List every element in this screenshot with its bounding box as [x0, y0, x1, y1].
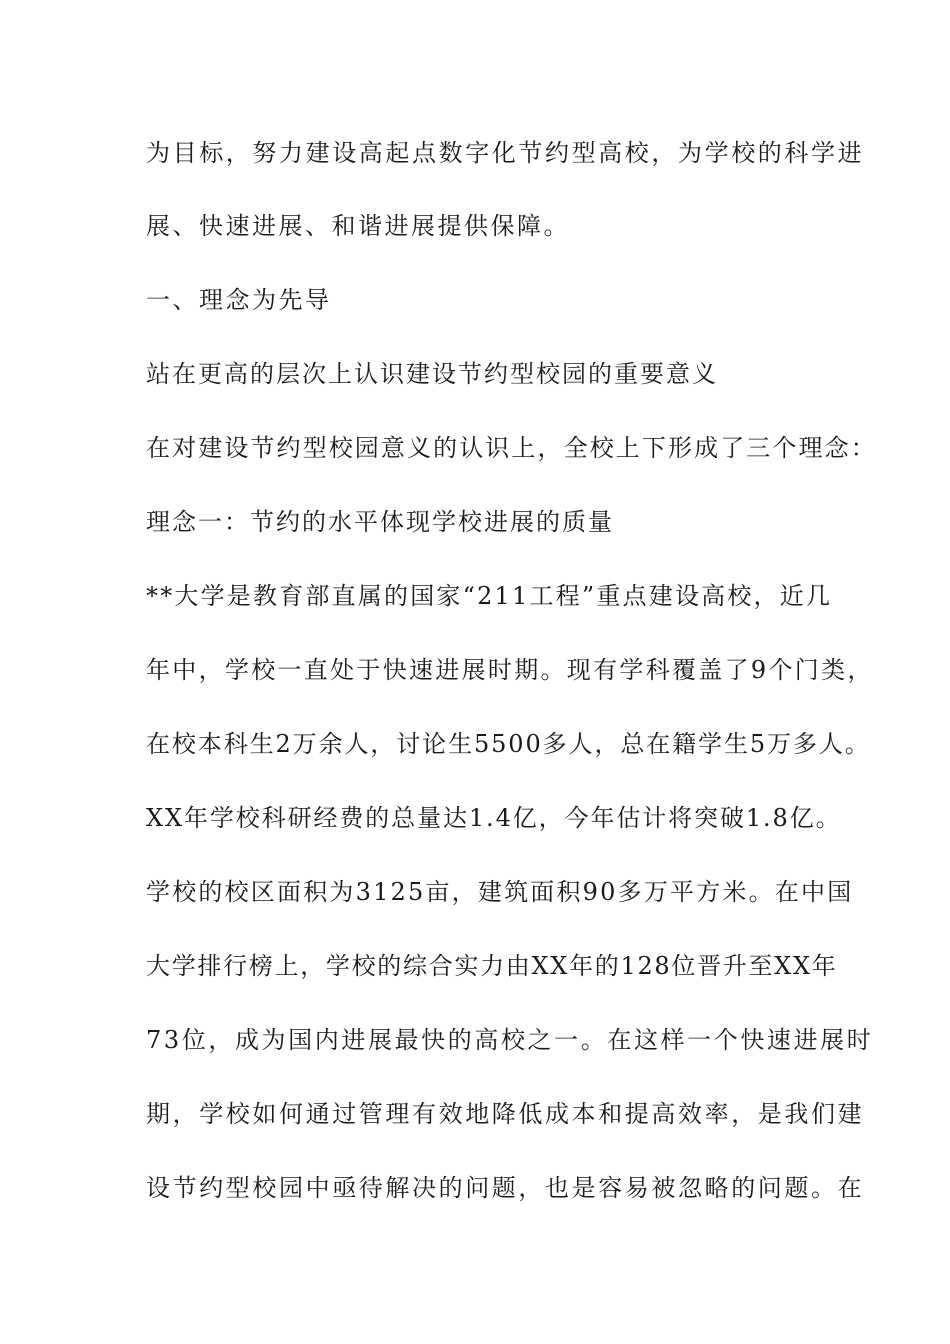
paragraph-line: 73位，成为国内进展最快的高校之一。在这样一个快速进展时	[146, 1026, 874, 1054]
paragraph-line: 大学排行榜上，学校的综合实力由XX年的128位晋升至XX年	[146, 952, 838, 980]
paragraph-line: 设节约型校园中亟待解决的问题，也是容易被忽略的问题。在	[146, 1174, 865, 1202]
section-heading: 一、理念为先导	[146, 286, 332, 314]
paragraph-line: 期，学校如何通过管理有效地降低成本和提高效率，是我们建	[146, 1100, 865, 1128]
paragraph-line: 在对建设节约型校园意义的认识上，全校上下形成了三个理念：	[146, 434, 877, 462]
paragraph-line: 年中，学校一直处于快速进展时期。现有学科覆盖了9个门类，	[146, 656, 874, 684]
paragraph-line: **大学是教育部直属的国家“211工程”重点建设高校，近几	[146, 582, 833, 610]
paragraph-line: XX年学校科研经费的总量达1.4亿，今年估计将突破1.8亿。	[146, 804, 842, 832]
paragraph-line: 在校本科生2万余人，讨论生5500多人，总在籍学生5万多人。	[146, 730, 871, 758]
paragraph-line: 展、快速进展、和谐进展提供保障。	[146, 212, 570, 240]
paragraph-line: 为目标，努力建设高起点数字化节约型高校，为学校的科学进	[146, 139, 865, 167]
concept-heading: 理念一：节约的水平体现学校进展的质量	[146, 508, 614, 536]
subsection-heading: 站在更高的层次上认识建设节约型校园的重要意义	[146, 360, 718, 388]
paragraph-line: 学校的校区面积为3125亩，建筑面积90多万平方米。在中国	[146, 878, 854, 906]
